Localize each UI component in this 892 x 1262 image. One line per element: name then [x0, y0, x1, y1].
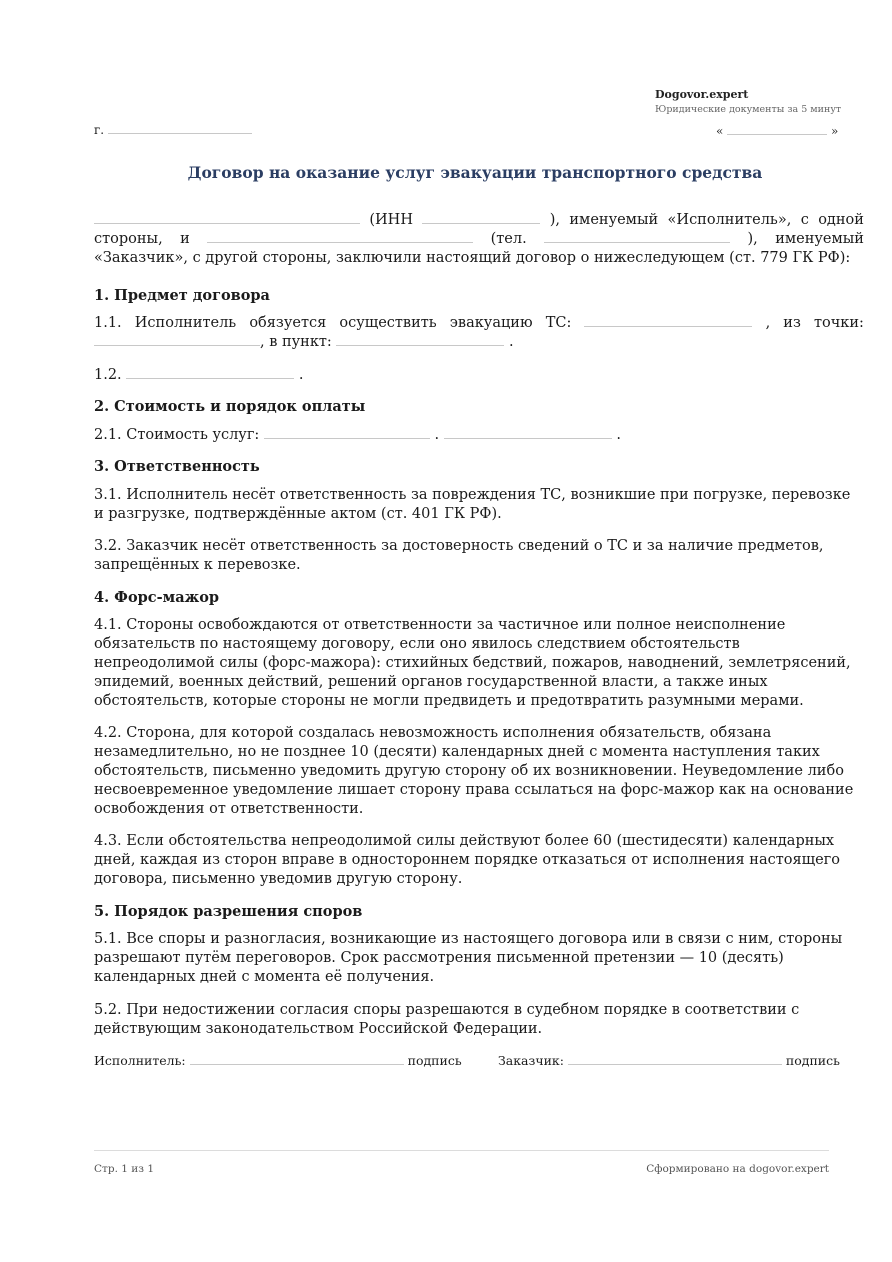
intro-paragraph	[94, 211, 864, 268]
date-blank	[727, 122, 827, 135]
brand-tagline: Юридические документы за 5 минут	[655, 104, 842, 115]
intro-word: именуемый	[569, 212, 659, 228]
clause-1-1	[94, 314, 864, 352]
clause-dot: .	[298, 367, 304, 383]
executor-signature	[94, 1052, 462, 1068]
executor-sign-caption: подпись	[407, 1053, 462, 1068]
payment-blank	[444, 426, 612, 439]
phone-blank	[544, 230, 730, 243]
clause-word: из	[783, 315, 801, 331]
clause-3-2: 3.2. Заказчик несёт ответственность за достоверность сведений о ТС и за наличие предметов, запрещённых к перевозке.	[94, 538, 824, 573]
date-open-quote: «	[716, 124, 724, 138]
intro-line-2	[94, 230, 864, 249]
clause-word: обязуется	[249, 315, 327, 331]
intro-word: с	[800, 212, 809, 228]
customer-name-blank	[207, 230, 473, 243]
inn-blank	[422, 211, 540, 224]
footer-divider	[94, 1150, 829, 1151]
clause-word: 1.1.	[94, 315, 122, 331]
intro-word: и	[180, 231, 190, 247]
section-2-heading: 2. Стоимость и порядок оплаты	[94, 398, 366, 415]
clause-word: Исполнитель	[134, 315, 237, 331]
intro-word: ),	[747, 231, 758, 247]
document-title: Договор на оказание услуг эвакуации транспортного средства	[187, 163, 763, 182]
clause-number: 1.2.	[94, 367, 122, 383]
page-number: Стр. 1 из 1	[94, 1163, 155, 1175]
date-close-quote: »	[831, 124, 839, 138]
clause-4-3: 4.3. Если обстоятельства непреодолимой силы действуют более 60 (шестидесяти) календарных дней, каждая из сторон вправе в одностороннем порядке отказаться от исполнения настоящего договора, письменно уведомив другую сторону.	[94, 833, 840, 887]
from-point-blank	[94, 333, 260, 346]
cost-blank	[264, 426, 430, 439]
clause-dot: .	[616, 427, 621, 443]
intro-word: «Исполнитель»,	[667, 212, 792, 228]
intro-word: стороны,	[94, 231, 163, 247]
section-4-heading: 4. Форс-мажор	[94, 589, 220, 606]
intro-word: именуемый	[775, 231, 864, 247]
date-field	[716, 122, 838, 138]
clause-4-2: 4.2. Сторона, для которой создалась невозможность исполнения обязательств, обязана незамедлительно, но не позднее 10 (десяти) календарных дней с момента наступления таких обстоятельств, письменно уведомить другую сторону об их возникновении. Неуведомление либо несвоевременное уведомление лишает сторону права ссылаться на форс-мажор как на основание освобождения от ответственности.	[94, 725, 854, 817]
cost-label: 2.1. Стоимость услуг:	[94, 427, 260, 443]
phone-label: (тел.	[490, 231, 527, 247]
clause-1-2	[94, 366, 864, 385]
clause-word: точки:	[813, 315, 864, 331]
city-field	[94, 121, 252, 137]
brand-name: Dogovor.expert	[655, 88, 749, 101]
clause-3-1: 3.1. Исполнитель несёт ответственность за повреждения ТС, возникшие при погрузке, перевозке и разгрузке, подтверждённые актом (ст. 401 ГК РФ).	[94, 487, 851, 522]
clause-dot: .	[434, 427, 440, 443]
clause-5-2: 5.2. При недостижении согласия споры разрешаются в судебном порядке в соответствии с действующим законодательством Российской Федерации.	[94, 1002, 800, 1037]
vehicle-blank	[584, 314, 752, 327]
clause-5-1: 5.1. Все споры и разногласия, возникающие из настоящего договора или в связи с ним, стороны разрешают путём переговоров. Срок рассмотрения письменной претензии — 10 (десять) календарных дней с момента её получения.	[94, 931, 843, 985]
section-3-heading: 3. Ответственность	[94, 458, 260, 475]
intro-line-3: «Заказчик», с другой стороны, заключили настоящий договор о нижеследующем (ст. 779 ГК РФ):	[94, 250, 851, 266]
clause-4-1: 4.1. Стороны освобождаются от ответственности за частичное или полное неисполнение обязательств по настоящему договору, если оно явилось следствием обстоятельств непреодолимой силы (форс-мажора): стихийных бедствий, пожаров, наводнений, землетрясений, эпидемий, военных действий, решений органов государственной власти, а также иных обстоятельств, которые стороны не могли предвидеть и предотвратить разумными мерами.	[94, 617, 851, 709]
city-blank	[108, 121, 252, 134]
section-1-heading: 1. Предмет договора	[94, 287, 270, 304]
inn-label: (ИНН	[369, 212, 413, 228]
clause-dot: .	[509, 334, 514, 350]
clause-1-1-line-1	[94, 314, 864, 333]
city-prefix: г.	[94, 123, 105, 137]
clause-1-1-line-2	[94, 333, 864, 352]
clause-1-2-blank	[126, 366, 294, 379]
intro-line-1	[94, 211, 864, 230]
executor-name-blank	[94, 211, 360, 224]
section-5-heading: 5. Порядок разрешения споров	[94, 903, 363, 920]
generated-note: Сформировано на dogovor.expert	[646, 1163, 829, 1175]
customer-sign-caption: подпись	[785, 1053, 840, 1068]
brand-block	[655, 88, 841, 115]
to-point-blank	[336, 333, 504, 346]
executor-signature-blank	[190, 1052, 404, 1065]
clause-word: осуществить	[339, 315, 437, 331]
clause-word: эвакуацию	[449, 315, 533, 331]
clause-2-1	[94, 426, 864, 445]
to-point-label: , в пункт:	[260, 334, 332, 350]
clause-word: ТС:	[545, 315, 572, 331]
customer-signature	[498, 1052, 840, 1068]
intro-word: одной	[818, 212, 864, 228]
customer-signature-blank	[568, 1052, 782, 1065]
customer-label: Заказчик:	[498, 1053, 564, 1068]
executor-label: Исполнитель:	[94, 1053, 186, 1068]
clause-word: ,	[765, 315, 771, 331]
intro-word: ),	[549, 212, 560, 228]
